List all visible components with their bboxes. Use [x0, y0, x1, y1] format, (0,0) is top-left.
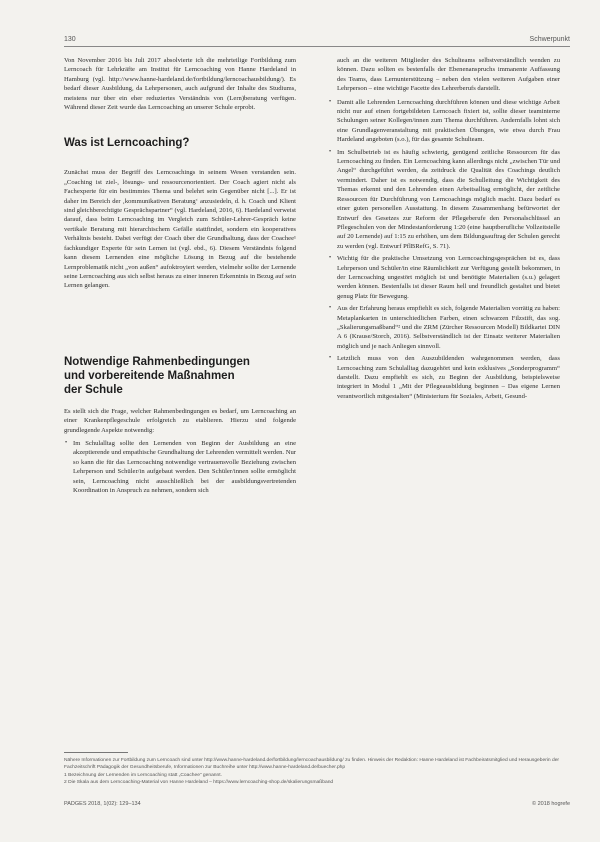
footer-citation: PADGES 2018, 1(02): 129–134 [64, 801, 141, 807]
footnote: Nähere Informationen zur Fortbildung zum Lerncoach sind unter http://www.hanne-hardeland.de/fortbildung/lerncoachausbildung/ zu finden. Hinweis der Redaktion: Hanne Hardeland ist Fachbeiratsmitglied und Herausgeberin der Fachzeitschrift Pädagogik der Gesundheitsberufe, Informationen zur Buchreihe unter http://www.hanne-hardeland.de/buecher.php [64, 758, 560, 770]
page-number: 130 [64, 36, 76, 43]
paragraph: Zunächst muss der Begriff des Lerncoachings in seinem Wesen verstanden sein. „Coaching ist ziel-, lösungs- und ressourcenorientiert. Der Coach agiert nicht als Fachexperte für ein bestimmtes Thema und belehrt sein Gegenüber nicht [...]. Er ist daher im Bereich der ‚kommunikativen Beratung‘ anzusiedeln, d. h. Coach und Klient sind gleichberechtigte Gesprächspartner“ (vgl. Hardeland, 2016, 6). Hardeland verweist darauf, dass beim Lerncoaching im Vergleich zum Schüler-Lehrer-Gespräch keine vertikale Beratung mit hierarchischem Gefälle stattfindet, sondern ein kooperatives Verhältnis besteht. Dabei verfügt der Coach über die Grundhaltung, dass der Coachee¹ fachkundiger Experte für sein Lernen ist (vgl. ebd., 6). Diesem Verständnis folgend kann diesem Lernenden eine mögliche Lösung in Bezug auf die bestehende Lernproblematik nicht „von außen“ aufoktroyiert werden, vielmehr sollte der Lernende seine Lerncoaching aus sich selbst heraus zu einer inneren Erkenntnis in Bezug auf sein Lernen gelangen. [64, 169, 296, 290]
header-rule [64, 46, 570, 47]
footnote: 2 Die Skala aus dem Lerncoaching-Material von Hanne Hardeland – https://www.lerncoaching-shop.de/skalierungsmaßband [64, 780, 334, 786]
paragraph: Von November 2016 bis Juli 2017 absolvierte ich die mehrteilige Fortbildung zum Lerncoach für Lehrkräfte am Institut für Lerncoaching von Hanne Hardeland in Hamburg (vgl. http://www.hanne-hardeland.de/fortbildung/lerncoachausbildung/). Es bedarf dieser Ausbildung, da Lehrpersonen, auch aufgrund der Inhalte des Studiums, meistens nur über ein eher reduziertes Verständnis von (Lern)beratung verfügen. Während dieser Zeit wurde das Lerncoaching an unserer Schule erprobt. [64, 57, 296, 112]
footnote-rule [64, 752, 128, 753]
section-heading: Was ist Lerncoaching? [64, 137, 190, 150]
heading-line: und vorbereitende Maßnahmen [64, 369, 235, 382]
list-item: • Im Schulbetrieb ist es häufig schwierig, genügend zeitliche Ressourcen für das Lerncoaching zu finden. Ein Lerncoaching kann allerdings nicht „zwischen Tür und Angel“ durchgeführt werden, da zeitdruck die Qualität des Coachings deutlich vermindert. Daher ist es notwendig, dass die Schulleitung die Wichtigkeit des Themas erkennt und den Lehrenden einen Arbeitsalltag ermöglicht, der zeitliche Ressourcen für Durchführung von Lerncoachings möglich macht. Dazu bedarf es einer guten personellen Ausstattung. In diesem Zusammenhang befürwortet der Entwurf des Gesetzes zur Reform der Pflegeberufe den Personalschlüssel an Pflegeschulen von der Mindestanforderung 1:20 (eine hauptberufliche Vollzeitstelle auf 20 Lernende) auf 1:15 zu erhöhen, um dem Bildungsauftrag der Schulen gerecht zu werden (vgl. Entwurf PflBRefG, S. 71). [337, 148, 560, 251]
footnotes [64, 758, 570, 788]
list-item: • Aus der Erfahrung heraus empfiehlt es sich, folgende Materialien vorrätig zu haben: Metaplankarten in unterschiedlichen Farben, einen schwarzen Filzstift, das sog. „Skalierungsmaßband“² und die ZRM (Zürcher Ressourcen Modell) Bildkartei DIN A 6 (Krause/Storch, 2016). Selbstverständlich ist der Einsatz weiterer Materialien möglich und je nach Anliegen sinnvoll. [337, 304, 560, 351]
footnote: 1 Bezeichnung der Lernenden im Lerncoaching statt „Coachee“ genannt. [64, 772, 222, 778]
bullet-list [64, 439, 296, 495]
spacer [64, 295, 296, 335]
paragraph: Es stellt sich die Frage, welcher Rahmenbedingungen es bedarf, um Lerncoaching an einer Krankenpflegeschule erfolgreich zu etablieren. Hierzu sind folgende grundlegende Aspekte notwendig: [64, 407, 296, 434]
list-item: • Im Schulalltag sollte den Lernenden von Beginn der Ausbildung an eine akzeptierende und empathische Grundhaltung der Lehrenden vermittelt werden. Nur so kann die für das Lerncoaching notwendige vertrauensvolle Beziehung zwischen Lehrperson und Schüler/in aufgebaut werden. Den Schüler/innen sollte ermöglicht sein, Lerncoaching nicht ausschließlich bei der ausbildungsvertretenden Koordination in Anspruch zu nehmen, sondern sich [73, 439, 296, 495]
section-heading [64, 355, 296, 397]
section-label: Schwerpunkt [529, 36, 570, 43]
heading-line: Notwendige Rahmenbedingungen [64, 355, 250, 368]
list-item: • Damit alle Lehrenden Lerncoaching durchführen können und diese wichtige Arbeit nicht nur auf einen fortgebildeten Lerncoach fixiert ist, sollte dieser teaminterne Schulungen seiner Kollegen/innen zum Thema durchführen. Andernfalls lohnt sich eine Grundlagenveranstaltung mit praktischen Übungen, wie etwa durch Frau Hardeland angeboten (s.o.), für das gesamte Schulteam. [337, 98, 560, 145]
right-column [328, 56, 560, 404]
footer-publisher: © 2018 hogrefe [532, 801, 570, 807]
left-column [64, 56, 296, 498]
paragraph: auch an die weiteren Mitglieder des Schulteams selbstverständlich wenden zu können. Dazu sollten es bestenfalls der Ebenenanspruchs immanente Auffassung des Teams, dass Lernunterstützung – neben den vielen weiteren Aufgaben einer Lehrperson – eine wichtige Facette des Lehrerberufs darstellt. [337, 57, 560, 93]
list-item: • Wichtig für die praktische Umsetzung von Lerncoachingsgesprächen ist es, dass Lehrperson und Schüler/in eine Räumlichkeit zur Verfügung gestellt bekommen, in der Lerncoaching ungestört möglich ist und benötigte Materialien (s.u.) gelagert werden können. Bestenfalls ist dieser Raum hell und freundlich gestaltet und bietet genug Platz für Bewegung. [337, 254, 560, 301]
list-item: • Letztlich muss von den Auszubildenden wahrgenommen werden, dass Lerncoaching zum Schulalltag dazugehört und kein exklusives „Sonderprogramm“ darstellt. Dazu empfiehlt es sich, zu Beginn der Ausbildung, beispielsweise integriert in Modul 1 „Mit der Pflegeausbildung beginnen – Das eigene Lernen verantwortlich mitgestalten“ (Ministerium für Soziales, Arbeit, Gesund- [337, 354, 560, 401]
bullet-list [328, 98, 560, 402]
heading-line: der Schule [64, 383, 123, 396]
